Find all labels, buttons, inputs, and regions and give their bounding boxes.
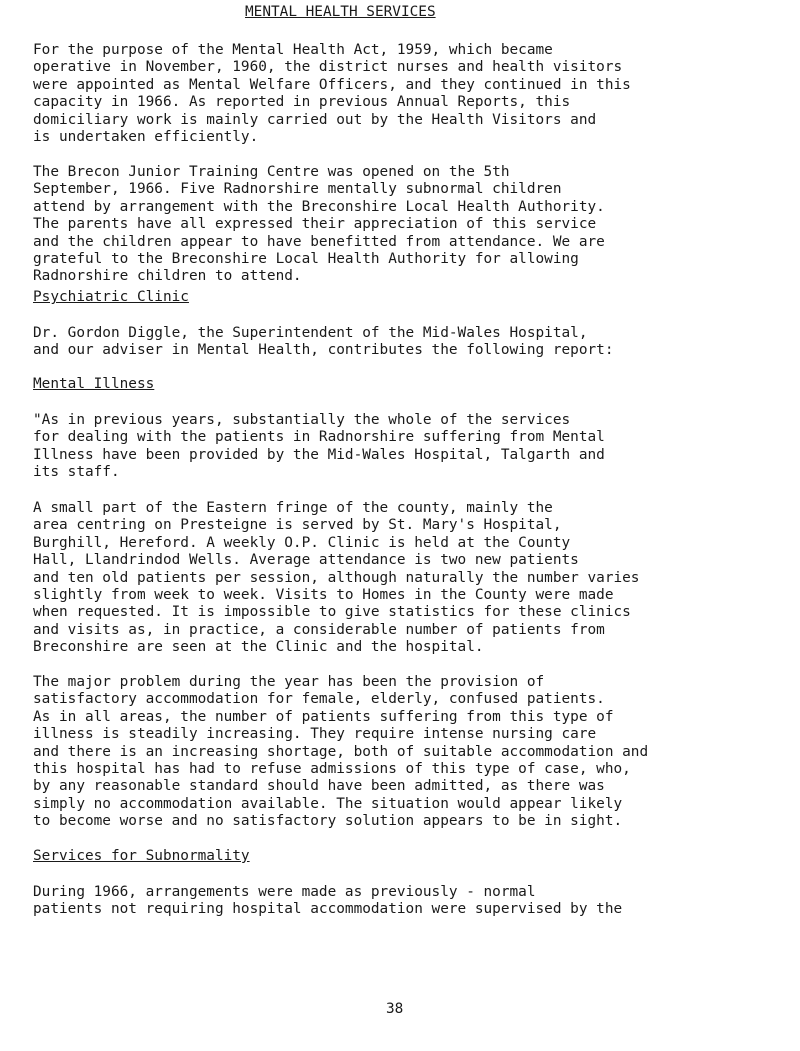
paragraph-mental-welfare-officers: For the purpose of the Mental Health Act, 1959, which became operative in November, 1960, the district nurses and health visitors were appointed as Mental Welfare Officers, and they continued in this capacity in 1966. As reported in previous Annual Reports, this domiciliary work is mainly carried out by the Health Visitors and is undertaken efficiently.: [33, 42, 631, 146]
paragraph-dr-diggle-report: Dr. Gordon Diggle, the Superintendent of the Mid-Wales Hospital, and our adviser in Mental Health, contributes the following report:: [33, 325, 614, 359]
heading-psychiatric-clinic: Psychiatric Clinic: [33, 289, 189, 305]
paragraph-services-provided: "As in previous years, substantially the whole of the services for dealing with the patients in Radnorshire suffering from Mental Illness have been provided by the Mid-Wales Hospital, Talgarth and its staff.: [33, 412, 605, 481]
paragraph-junior-training-centre: The Brecon Junior Training Centre was opened on the 5th September, 1966. Five Radnorshire mentally subnormal children attend by arrangement with the Breconshire Local Health Authority. The parents have all expressed their appreciation of this service and the children appear to have benefitted from attendance. We are grateful to the Breconshire Local Health Authority for allowing Radnorshire children to attend.: [33, 164, 605, 285]
page-number: 38: [386, 1001, 404, 1017]
paragraph-accommodation-problem: The major problem during the year has been the provision of satisfactory accommodation for female, elderly, confused patients. As in all areas, the number of patients suffering from this type of illness is steadily increasing. They require intense nursing care and there is an increasing shortage, both of suitable accommodation and this hospital has had to refuse admissions of this type of case, who, by any reasonable standard should have been admitted, as there was simply no accommodation available. The situation would appear likely to become worse and no satisfactory solution appears to be in sight.: [33, 674, 649, 830]
heading-mental-illness: Mental Illness: [33, 376, 155, 392]
heading-services-for-subnormality: Services for Subnormality: [33, 848, 250, 864]
page-title: MENTAL HEALTH SERVICES: [245, 4, 436, 20]
paragraph-during-1966: During 1966, arrangements were made as previously - normal patients not requiring hospital accommodation were supervised by the: [33, 884, 623, 918]
paragraph-eastern-fringe: A small part of the Eastern fringe of the county, mainly the area centring on Presteigne is served by St. Mary's Hospital, Burghill, Hereford. A weekly O.P. Clinic is held at the County Hall, Llandrindod Wells. Average attendance is two new patients and ten old patients per session, although naturally the number varies slightly from week to week. Visits to Homes in the County were made when requested. It is impossible to give statistics for these clinics and visits as, in practice, a considerable number of patients from Breconshire are seen at the Clinic and the hospital.: [33, 500, 640, 656]
